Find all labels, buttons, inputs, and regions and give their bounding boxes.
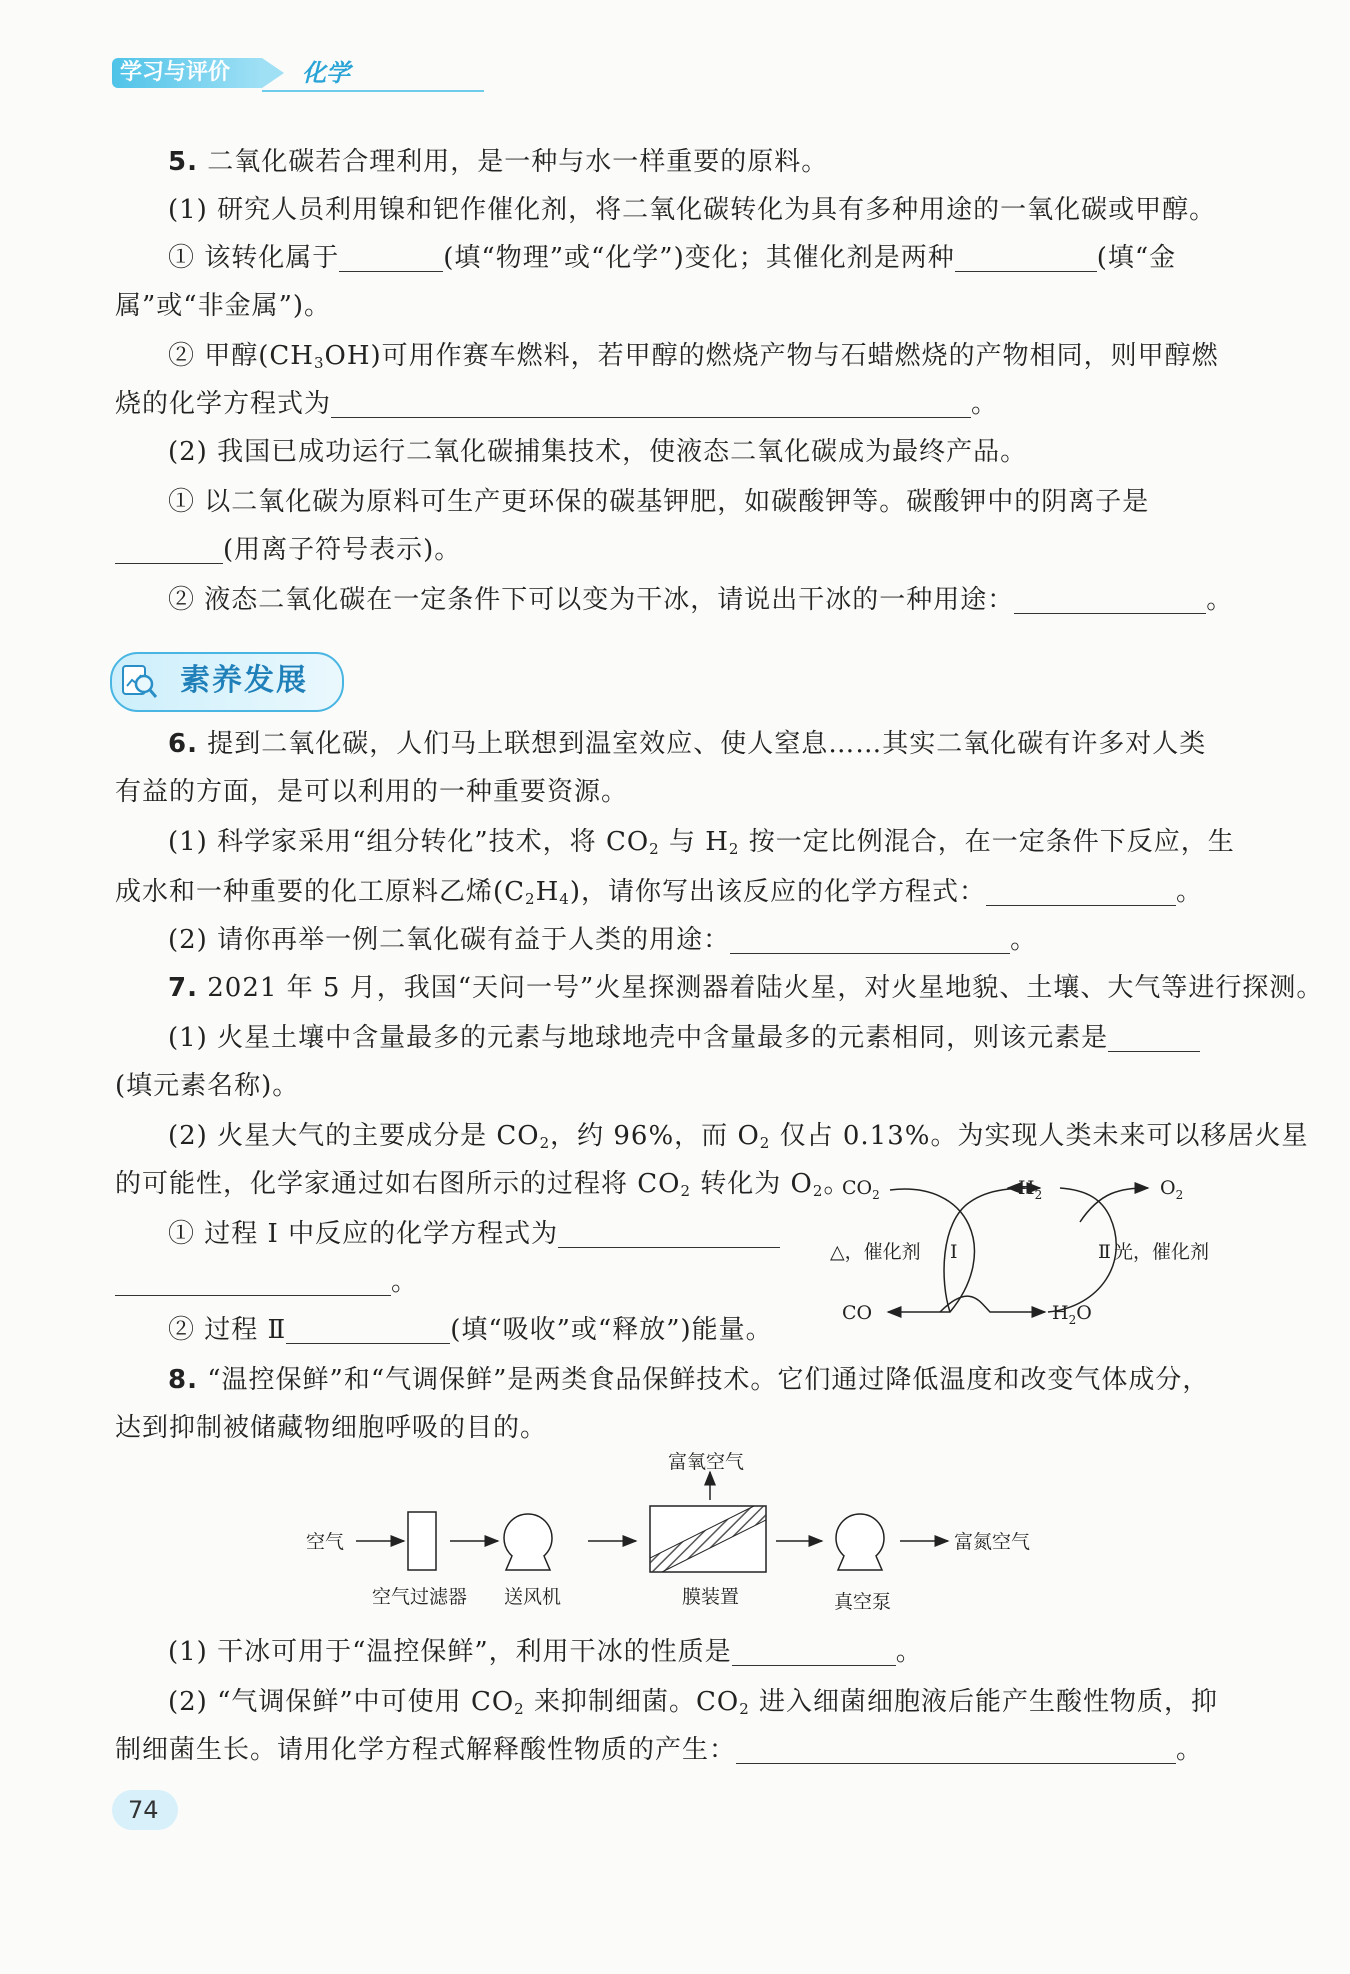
answer-blank[interactable]	[1108, 1023, 1200, 1052]
label-oxygen-rich: 富氧空气	[668, 1451, 745, 1473]
q7-part2a-text: ① 过程 Ⅰ 中反应的化学方程式为	[168, 1219, 559, 1249]
q5-part2a-cont	[115, 530, 1235, 570]
q8-stem-cont: 达到抑制被储藏物细胞呼吸的目的。	[115, 1413, 548, 1443]
q7-stem-text: 2021 年 5 月，我国“天问一号”火星探测器着陆火星，对火星地貌、土壤、大气等进行探测。	[207, 973, 1324, 1003]
subscript: 2	[680, 1182, 692, 1200]
q7-stem	[168, 968, 1324, 1008]
label-pump: 真空泵	[834, 1591, 892, 1613]
label-nitrogen-rich: 富氮空气	[954, 1531, 1031, 1553]
q7-part2-text3: 仅占 0.13%。为实现人类未来可以移居火星	[770, 1121, 1309, 1151]
q7-part2-text5: 转化为 O	[691, 1169, 813, 1199]
q5-part1b-text2: OH)可用作赛车燃料，若甲醇的燃烧产物与石蜡燃烧的产物相同，则甲醇燃	[324, 341, 1219, 371]
q5-part1a-text3: (填“金	[1096, 243, 1177, 273]
subscript: 2	[759, 1134, 771, 1152]
answer-blank[interactable]	[1014, 585, 1206, 614]
answer-blank[interactable]	[986, 877, 1176, 906]
q7-part2b-text: ② 过程 Ⅱ	[168, 1315, 287, 1345]
q8-part2-text2: 来抑制细菌。CO	[524, 1687, 740, 1717]
q7-part1-cont: (填元素名称)。	[115, 1071, 300, 1101]
fan	[504, 1514, 552, 1562]
q7-part1-text: (1) 火星土壤中含量最多的元素与地球地壳中含量最多的元素相同，则该元素是	[168, 1023, 1109, 1053]
label-filter: 空气过滤器	[372, 1586, 468, 1608]
cycle-arrow-2	[944, 1188, 1040, 1312]
q6-stem-cont: 有益的方面，是可以利用的一种重要资源。	[115, 777, 629, 807]
period: 。	[1176, 1735, 1204, 1765]
air-filter	[408, 1512, 436, 1570]
answer-blank[interactable]	[331, 389, 971, 418]
subscript: 2	[539, 1134, 551, 1152]
subscript: 2	[728, 840, 740, 858]
label-co: CO	[842, 1302, 873, 1324]
label-h2: $H_2$	[1018, 1177, 1043, 1202]
q5-part1b-text: ② 甲醇(CH	[168, 341, 314, 371]
section-title: 素养发展	[180, 663, 308, 698]
label-air: 空气	[306, 1531, 345, 1553]
q8-stem-text: “温控保鲜”和“气调保鲜”是两类食品保鲜技术。它们通过降低温度和改变气体成分，	[207, 1365, 1210, 1395]
q6-part1-cont	[115, 872, 1235, 919]
label-membrane: 膜装置	[682, 1586, 740, 1608]
subscript: 2	[739, 1700, 750, 1718]
answer-blank[interactable]	[115, 535, 223, 564]
q8-part2-cont	[115, 1730, 1235, 1770]
subscript: 2	[649, 840, 660, 858]
q8-number: 8.	[168, 1365, 198, 1395]
q6-part1-text6: )，请你写出该反应的化学方程式：	[569, 877, 986, 907]
q7-part2-text4: 的可能性，化学家通过如右图所示的过程将 CO	[115, 1169, 681, 1199]
q5-part1b-cont	[115, 384, 1235, 424]
q5-part2: (2) 我国已成功运行二氧化碳捕集技术，使液态二氧化碳成为最终产品。	[168, 437, 1028, 467]
label-co2: $CO_2$	[842, 1177, 880, 1202]
section-heading	[110, 652, 344, 712]
q5-part1a-cont: 属”或“非金属”)。	[115, 291, 332, 321]
q8-process-diagram	[300, 1448, 1060, 1618]
q5-part1b	[168, 336, 1288, 383]
q6-part1-text2: 与 H	[659, 827, 729, 857]
q5-part2b-text: ② 液态二氧化碳在一定条件下可以变为干冰，请说出干冰的一种用途：	[168, 585, 1015, 615]
subscript: 2	[525, 890, 536, 908]
q5-part1a-text: ① 该转化属于	[168, 243, 340, 273]
q8-part2-text3: 进入细菌细胞液后能产生酸性物质，抑	[749, 1687, 1218, 1717]
answer-blank[interactable]	[115, 1267, 391, 1296]
subscript: 2	[812, 1182, 824, 1200]
period: 。	[391, 1267, 419, 1297]
q7-part1	[168, 1018, 1288, 1058]
answer-blank[interactable]	[339, 243, 443, 272]
q5-part1a-text2: (填“物理”或“化学”)变化；其催化剂是两种	[443, 243, 955, 273]
subscript: 2	[514, 1700, 525, 1718]
answer-blank[interactable]	[558, 1219, 780, 1248]
q7-number: 7.	[168, 973, 198, 1003]
header-subject: 化学	[302, 59, 350, 87]
q6-part1-text4: 成水和一种重要的化工原料乙烯(C	[115, 877, 526, 907]
q5-part2b	[168, 580, 1288, 620]
q8-part2-text: (2) “气调保鲜”中可使用 CO	[168, 1687, 515, 1717]
header-rule	[262, 90, 484, 92]
q6-part1-text: (1) 科学家采用“组分转化”技术，将 CO	[168, 827, 650, 857]
q8-stem	[168, 1360, 1288, 1400]
q5-part1b-text3: 烧的化学方程式为	[115, 389, 332, 419]
label-o2: $O_2$	[1160, 1177, 1184, 1202]
period: 。	[971, 389, 999, 419]
period: 。	[1010, 925, 1038, 955]
header-tab: 学习与评价	[112, 58, 262, 88]
period: 。	[1175, 877, 1203, 907]
q7-part2-text6: 。	[823, 1169, 851, 1199]
subscript: 3	[313, 354, 325, 372]
answer-blank[interactable]	[955, 243, 1097, 272]
label-condition-1: △，催化剂	[830, 1241, 921, 1263]
q8-part1	[168, 1632, 1288, 1672]
q7-part2-text: (2) 火星大气的主要成分是 CO	[168, 1121, 540, 1151]
label-h2o: $H_2O$	[1052, 1302, 1092, 1327]
answer-blank[interactable]	[732, 1637, 896, 1666]
q6-part1	[168, 822, 1288, 869]
q6-stem-text: 提到二氧化碳，人们马上联想到温室效应、使人窒息……其实二氧化碳有许多对人类	[207, 729, 1207, 759]
subscript: 4	[559, 890, 570, 908]
q6-part2-text: (2) 请你再举一例二氧化碳有益于人类的用途：	[168, 925, 731, 955]
page-header	[112, 56, 382, 94]
label-condition-2: 光，催化剂	[1114, 1241, 1210, 1263]
q6-number: 6.	[168, 729, 198, 759]
answer-blank[interactable]	[730, 925, 1010, 954]
q6-stem	[168, 724, 1288, 764]
q7-part2	[168, 1116, 1309, 1163]
label-process-2: Ⅱ	[1098, 1241, 1111, 1263]
q7-part2b-text2: (填“吸收”或“释放”)能量。	[450, 1315, 773, 1345]
q5-part1: (1) 研究人员利用镍和钯作催化剂，将二氧化碳转化为具有多种用途的一氧化碳或甲醇。	[168, 195, 1217, 225]
period: 。	[1206, 585, 1234, 615]
q6-part2	[168, 920, 1288, 960]
q8-part1-text: (1) 干冰可用于“温控保鲜”，利用干冰的性质是	[168, 1637, 732, 1667]
q6-part1-text5: H	[535, 877, 560, 907]
q7-part2-text2: ，约 96%，而 O	[550, 1121, 760, 1151]
q5-number: 5.	[168, 147, 198, 177]
q8-part2-text4: 制细菌生长。请用化学方程式解释酸性物质的产生：	[115, 1735, 737, 1765]
q7-part2a	[168, 1214, 808, 1254]
label-fan: 送风机	[504, 1586, 562, 1608]
cycle-arrow-5	[1080, 1188, 1148, 1222]
q6-part1-text3: 按一定比例混合，在一定条件下反应，生	[739, 827, 1235, 857]
q5-part2a-text2: (用离子符号表示)。	[223, 535, 462, 565]
period: 。	[895, 1637, 923, 1667]
answer-blank[interactable]	[736, 1735, 1176, 1764]
answer-blank[interactable]	[286, 1315, 450, 1344]
q8-part2	[168, 1682, 1288, 1729]
label-process-1: Ⅰ	[950, 1241, 958, 1263]
q5-stem	[168, 142, 1288, 182]
page-number: 74	[112, 1790, 178, 1830]
q7-cycle-diagram	[830, 1162, 1250, 1342]
q5-stem-text: 二氧化碳若合理利用，是一种与水一样重要的原料。	[207, 147, 829, 177]
q5-part2a: ① 以二氧化碳为原料可生产更环保的碳基钾肥，如碳酸钾等。碳酸钾中的阴离子是	[168, 487, 1150, 517]
q7-part2b	[168, 1310, 808, 1350]
q5-part1a	[168, 238, 1288, 278]
q7-part2a-cont	[115, 1262, 419, 1302]
vacuum-pump	[836, 1514, 884, 1562]
magnifier-chart-icon	[120, 662, 158, 700]
header-arrow	[262, 58, 284, 88]
